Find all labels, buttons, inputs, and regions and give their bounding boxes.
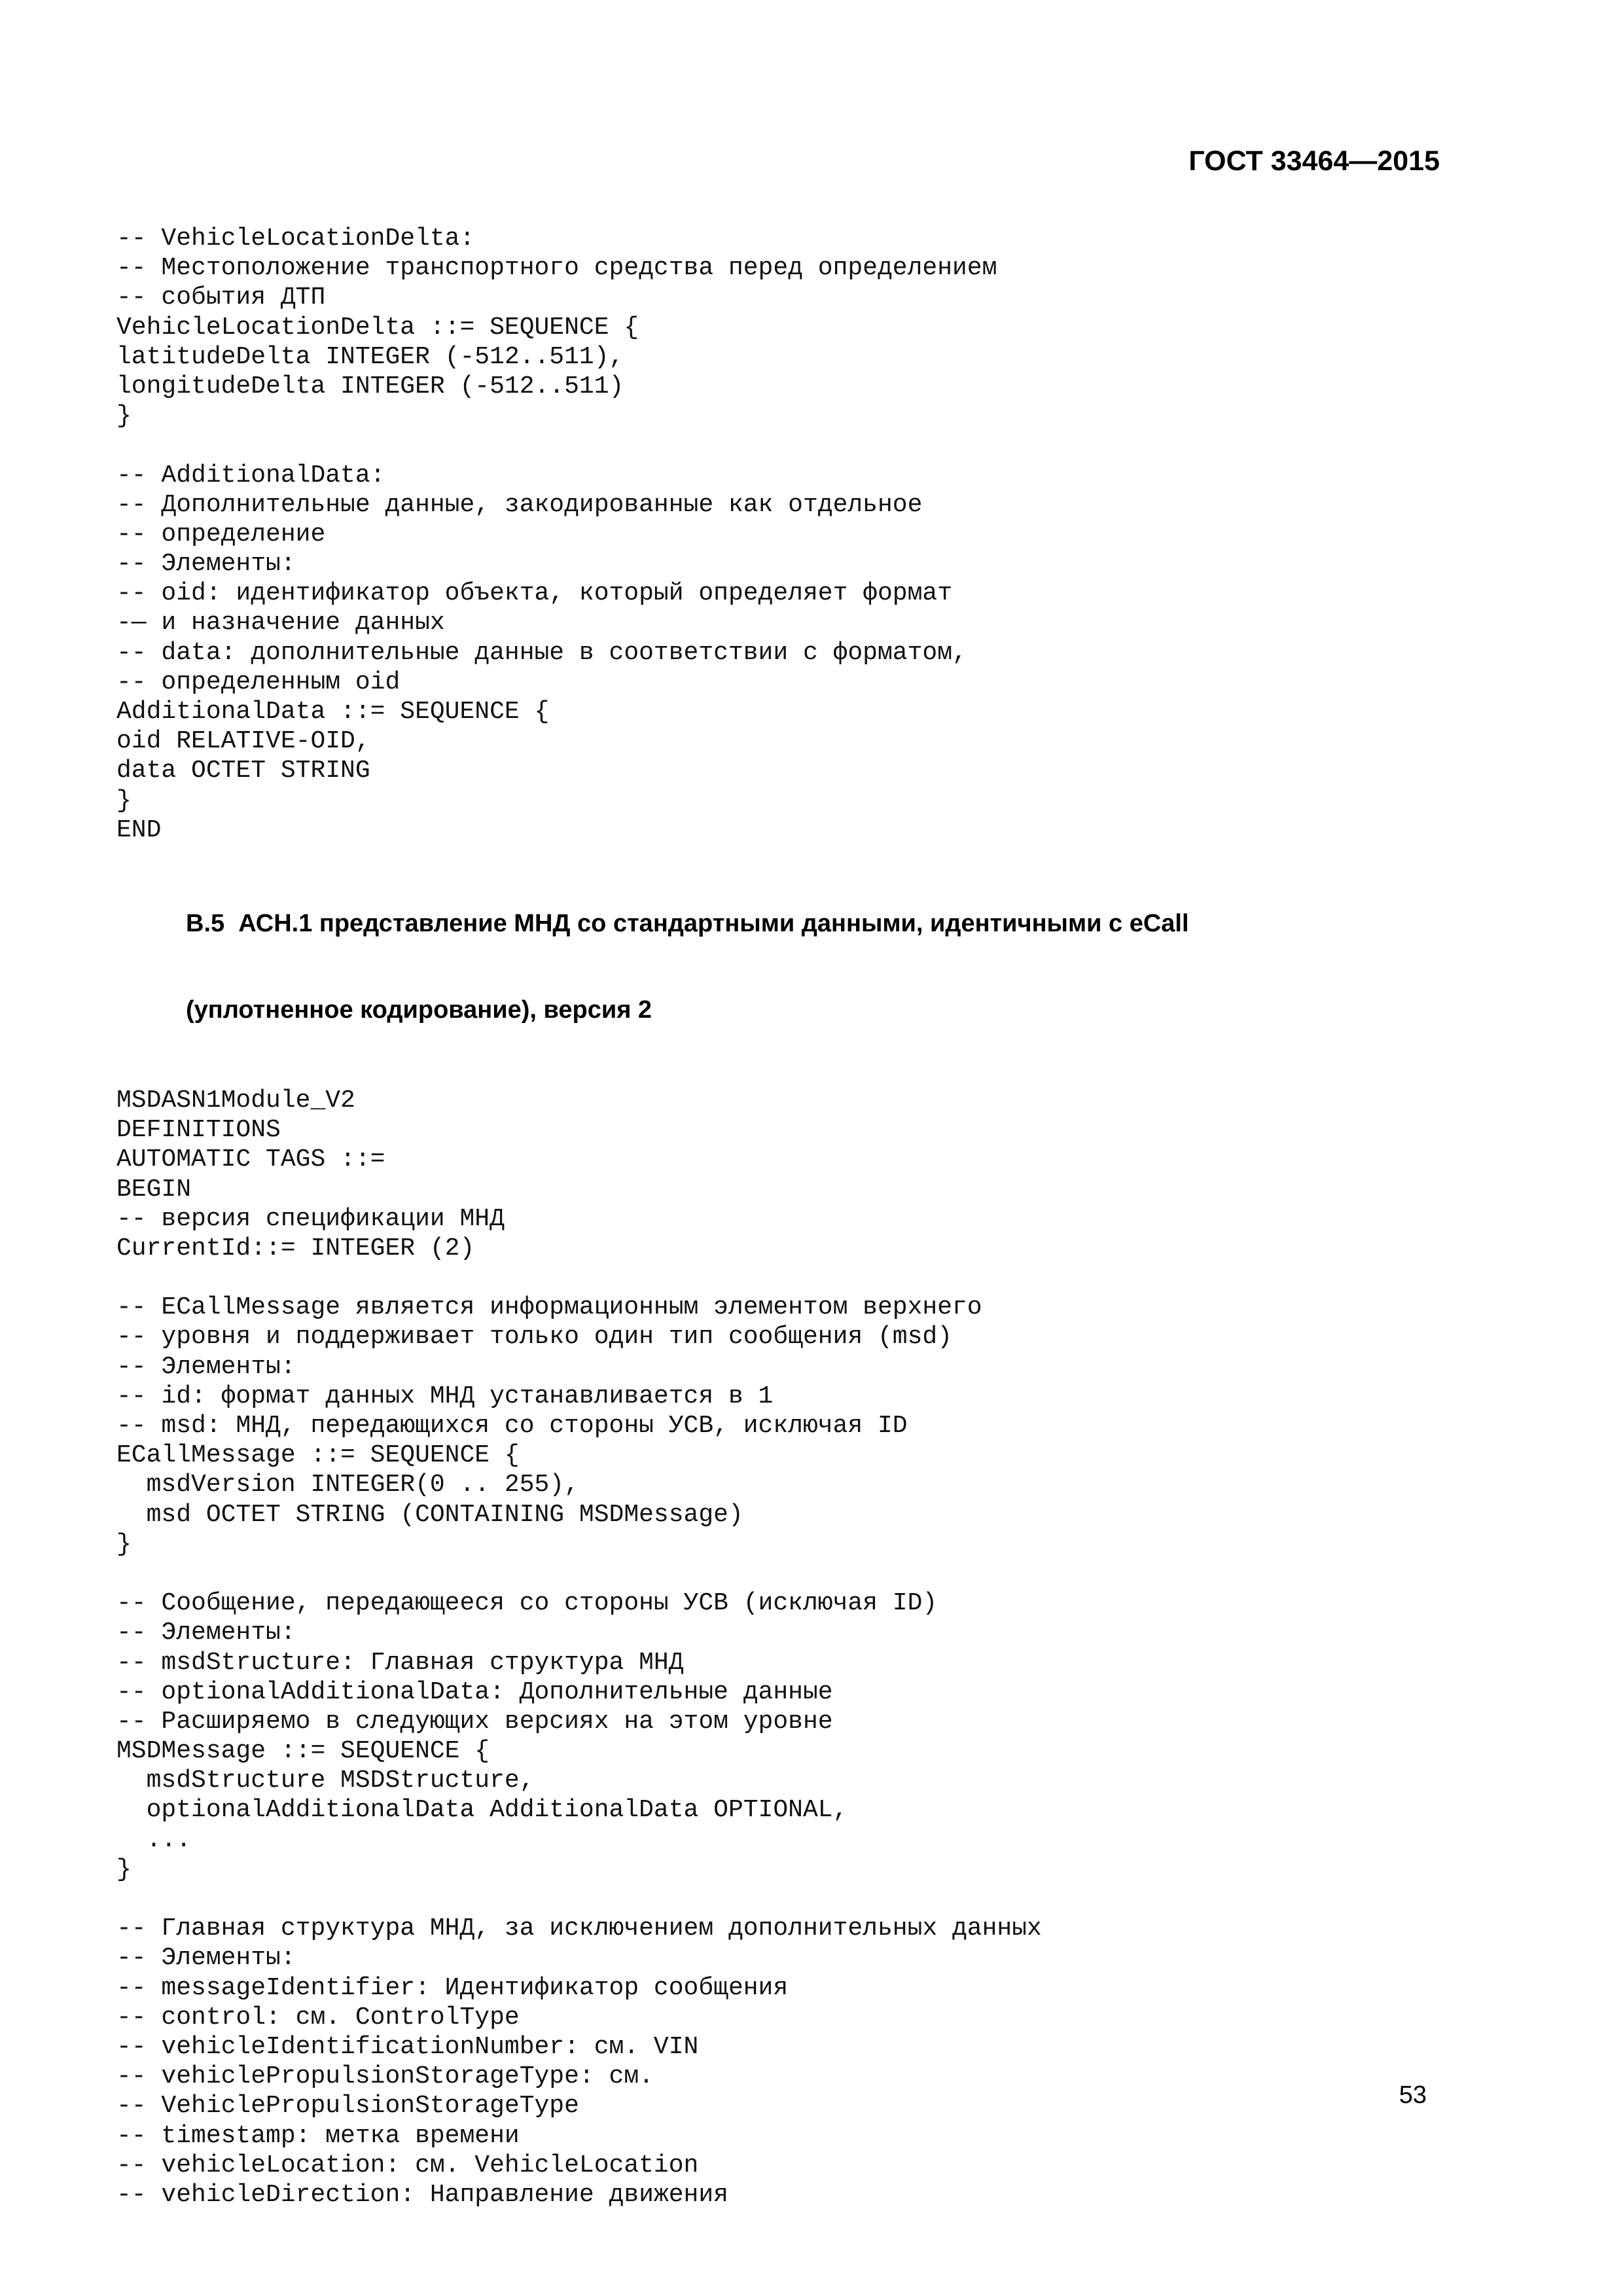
code-line: AdditionalData ::= SEQUENCE { <box>116 698 550 726</box>
code-line: -- Дополнительные данные, закодированные как отдельное <box>116 490 923 519</box>
code-line: -- VehiclePropulsionStorageType <box>116 2092 579 2121</box>
code-line: -- версия спецификации МНД <box>116 1204 505 1233</box>
code-line <box>116 1263 1465 1293</box>
code-line: -- id: формат данных МНД устанавливается в 1 <box>116 1382 774 1410</box>
code-line: -— и назначение данных <box>116 609 445 637</box>
code-line: -- Сообщение, передающееся со стороны УСВ (исключая ID) <box>116 1589 938 1618</box>
code-block-2 <box>116 1086 1465 2210</box>
code-line: BEGIN <box>116 1175 192 1204</box>
page-number: 53 <box>1399 2081 1427 2109</box>
code-line: -- ECallMessage является информационным элементом верхнего <box>116 1293 982 1322</box>
section-heading-line-2: (уплотненное кодирование), версия 2 <box>186 996 652 1024</box>
code-line: -- Элементы: <box>116 1619 296 1647</box>
code-line: -- AdditionalData: <box>116 461 385 490</box>
code-line: latitudeDelta INTEGER (-512..511), <box>116 342 624 371</box>
code-line: -- Главная структура МНД, за исключением дополнительных данных <box>116 1914 1042 1943</box>
code-line: -- Элементы: <box>116 550 296 579</box>
code-line: -- Местоположение транспортного средства перед определением <box>116 254 997 283</box>
code-line: AUTOMATIC TAGS ::= <box>116 1145 385 1174</box>
code-line: -- определение <box>116 520 326 548</box>
code-line: -- data: дополнительные данные в соответствии с форматом, <box>116 638 967 667</box>
code-line: -- Элементы: <box>116 1944 296 1973</box>
code-line: -- уровня и поддерживает только один тип сообщения (msd) <box>116 1323 953 1352</box>
section-heading <box>186 845 1465 1086</box>
code-line: -- timestamp: метка времени <box>116 2121 520 2150</box>
code-line <box>116 431 1465 460</box>
code-line: } <box>116 402 132 431</box>
code-line: longitudeDelta INTEGER (-512..511) <box>116 372 624 401</box>
code-line: ECallMessage ::= SEQUENCE { <box>116 1441 520 1470</box>
code-line: } <box>116 1530 132 1558</box>
code-line: -- определенным oid <box>116 668 401 696</box>
code-line: -- vehiclePropulsionStorageType: см. <box>116 2062 654 2091</box>
section-heading-line-1: В.5 АСН.1 представление МНД со стандартными данными, идентичными с eCall <box>186 909 1189 937</box>
code-line: VehicleLocationDelta ::= SEQUENCE { <box>116 313 639 342</box>
code-line: END <box>116 816 162 844</box>
code-line: msdStructure MSDStructure, <box>116 1767 535 1795</box>
code-line <box>116 1559 1465 1588</box>
code-line <box>116 1884 1465 1914</box>
code-line: -- vehicleDirection: Направление движения <box>116 2180 728 2209</box>
code-listing <box>116 224 1465 2210</box>
code-line: MSDMessage ::= SEQUENCE { <box>116 1737 490 1766</box>
code-line: oid RELATIVE-OID, <box>116 727 370 756</box>
code-line: -- Элементы: <box>116 1352 296 1381</box>
code-line: DEFINITIONS <box>116 1116 281 1145</box>
code-line: msd OCTET STRING (CONTAINING MSDMessage) <box>116 1500 743 1529</box>
code-line: ... <box>116 1825 192 1854</box>
code-line: -- события ДТП <box>116 283 326 312</box>
code-line: -- oid: идентификатор объекта, который определяет формат <box>116 579 953 608</box>
document-id-header: ГОСТ 33464—2015 <box>1188 145 1440 177</box>
code-line: MSDASN1Module_V2 <box>116 1086 355 1115</box>
code-line: -- VehicleLocationDelta: <box>116 224 475 253</box>
code-line: -- optionalAdditionalData: Дополнительные данные <box>116 1677 833 1706</box>
code-line: -- control: см. ControlType <box>116 2003 520 2032</box>
code-line: } <box>116 1855 132 1884</box>
code-line: -- Расширяемо в следующих версиях на этом уровне <box>116 1707 833 1736</box>
code-line: -- msdStructure: Главная структура МНД <box>116 1648 684 1677</box>
code-line: -- vehicleLocation: см. VehicleLocation <box>116 2151 699 2179</box>
code-line: data OCTET STRING <box>116 757 370 785</box>
code-line: } <box>116 786 132 815</box>
code-line: CurrentId::= INTEGER (2) <box>116 1234 475 1263</box>
code-block-1 <box>116 224 1465 845</box>
code-line: -- messageIdentifier: Идентификатор сообщения <box>116 1973 789 2002</box>
code-line: -- vehicleIdentificationNumber: см. VIN <box>116 2032 699 2061</box>
code-line: -- msd: МНД, передающихся со стороны УСВ, исключая ID <box>116 1412 908 1440</box>
code-line: optionalAdditionalData AdditionalData OPTIONAL, <box>116 1796 848 1825</box>
code-line: msdVersion INTEGER(0 .. 255), <box>116 1471 579 1499</box>
